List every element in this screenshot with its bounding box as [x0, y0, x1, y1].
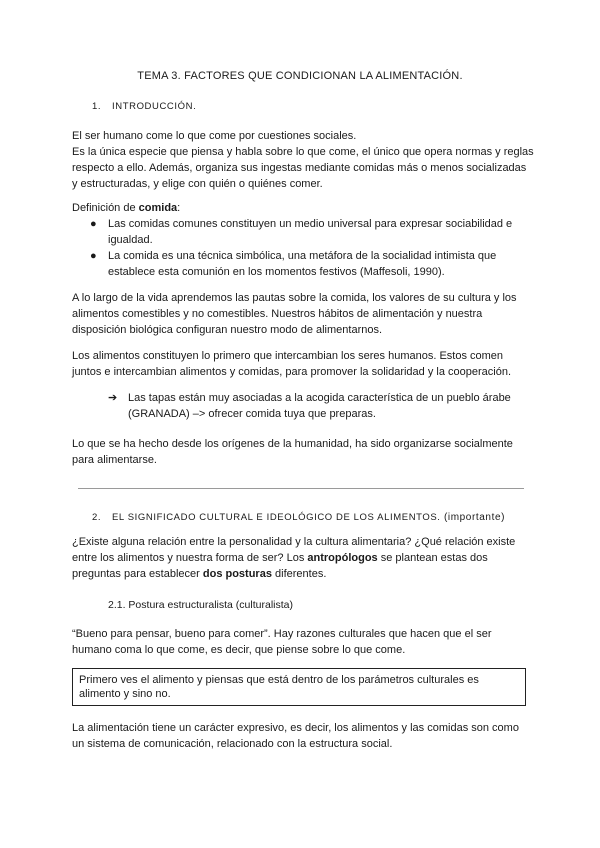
section-heading-introduccion: [92, 101, 196, 112]
definition-heading: [72, 200, 532, 216]
paragraph-origins: Lo que se ha hecho desde los orígenes de la humanidad, ha sido organizarse socialmente para alimentarse.: [72, 438, 513, 466]
definition-suffix: :: [177, 202, 181, 214]
bullet-icon: ●: [90, 218, 97, 230]
bold-dos-posturas: dos posturas: [202, 568, 272, 580]
section-number: 2.: [92, 512, 102, 523]
bullet-icon: ●: [90, 250, 97, 262]
paragraph-life: A lo largo de la vida aprendemos las pautas sobre la comida, los valores de su cultura y los alimentos comestibles y no comestibles. Nuestros hábitos de alimentación y nuestra disposición biológica configuran nuestro modo de alimentarnos.: [72, 292, 517, 336]
arrow-right-icon: ➔: [108, 392, 118, 404]
section-number: 1.: [92, 101, 102, 112]
highlight-box: Primero ves el alimento y piensas que está dentro de los parámetros culturales es alimento y sino no.: [72, 668, 526, 706]
question-text-2: se plantean estas dos preguntas para establecer: [72, 552, 488, 580]
list-item-text: La comida es una técnica simbólica, una metáfora de la socialidad intimista que establece esta comunión en los momentos festivos (Maffesoli, 1990).: [108, 250, 497, 278]
section-label: INTRODUCCIÓN.: [112, 101, 197, 112]
question-text-3: diferentes.: [271, 568, 327, 580]
definition-term: comida: [138, 202, 178, 214]
quote-paragraph: “Bueno para pensar, bueno para comer”. Hay razones culturales que hacen que el ser humano coma lo que come, es decir, que piense sobre lo que come.: [72, 628, 492, 656]
definition-prefix: Definición de: [72, 202, 139, 214]
section-heading-significado: [92, 512, 505, 523]
intro-paragraph: Es la única especie que piensa y habla sobre lo que come, el único que opera normas y reglas respecto a ello. Además, organiza sus ingestas mediante comidas más o menos socializadas y estructuradas, y elige con quién o quiénes comer.: [72, 146, 534, 190]
intro-line: El ser humano come lo que come por cuestiones sociales.: [72, 130, 357, 142]
horizontal-divider: [78, 488, 524, 489]
paragraph-first-exchange: Los alimentos constituyen lo primero que intercambian los seres humanos. Estos comen juntos e intercambian alimentos y comidas, para promover la solidaridad y la cooperación.: [72, 350, 512, 378]
list-item-text: Las comidas comunes constituyen un medio universal para expresar sociabilidad e igualdad.: [108, 218, 513, 246]
arrow-item-text: Las tapas están muy asociadas a la acogida característica de un pueblo árabe (GRANADA) –> ofrecer comida tuya que preparas.: [128, 392, 511, 420]
question-text: ¿Existe alguna relación entre la personalidad y la cultura alimentaria? ¿Qué relación existe entre los alimentos y nuestra forma de ser? Los: [72, 536, 516, 564]
definition-list: [72, 216, 532, 280]
arrow-list-item: [108, 390, 548, 422]
paragraph-expressive: La alimentación tiene un carácter expresivo, es decir, los alimentos y las comidas son como un sistema de comunicación, relacionado con la estructura social.: [72, 722, 519, 750]
subsection-heading: 2.1. Postura estructuralista (culturalista): [108, 599, 293, 611]
bold-antropologos: antropólogos: [307, 552, 378, 564]
page-title: TEMA 3. FACTORES QUE CONDICIONAN LA ALIMENTACIÓN.: [137, 70, 463, 82]
section-label: EL SIGNIFICADO CULTURAL E IDEOLÓGICO DE LOS ALIMENTOS.: [112, 512, 441, 523]
section-note: (importante): [440, 512, 506, 523]
list-item: [72, 248, 532, 280]
list-item: [72, 216, 532, 248]
paragraph-questions: [72, 534, 534, 582]
